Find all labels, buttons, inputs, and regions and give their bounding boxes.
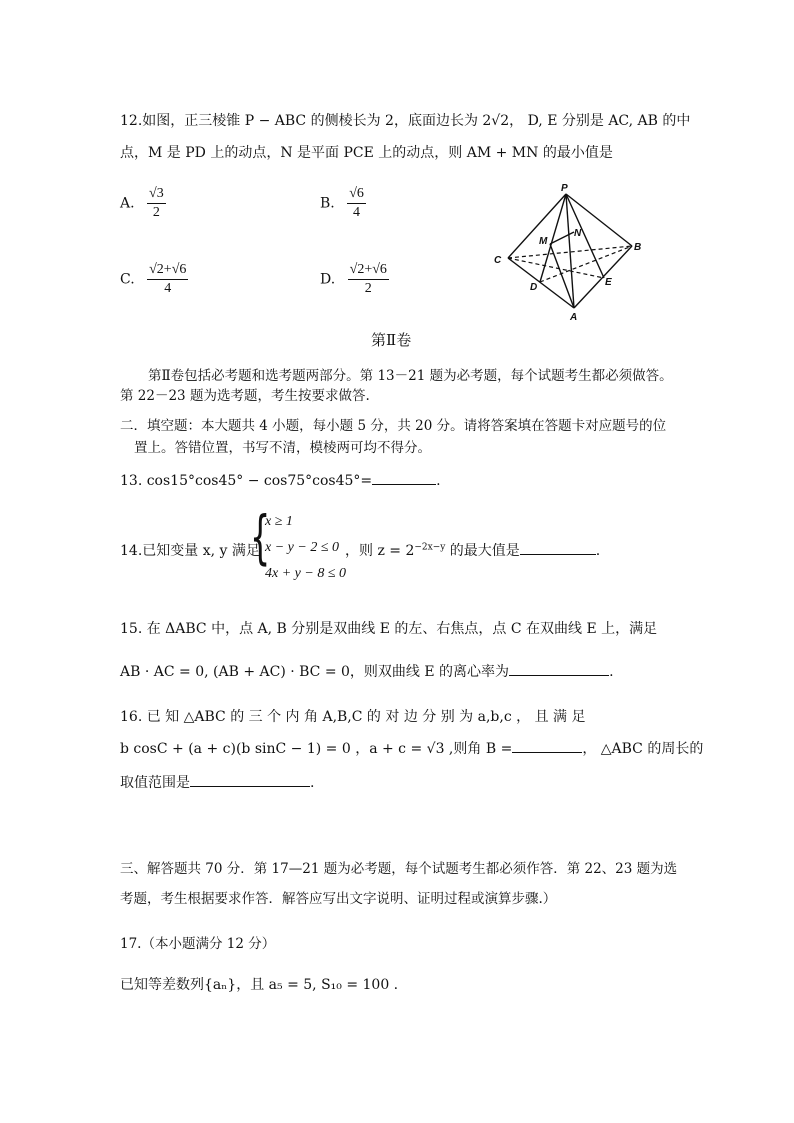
q16-line2-a: b cosC + (a + c)(b sinC − 1) = 0 ，a + c = √3 ,则角 B = (120, 741, 513, 757)
label-n: N (574, 228, 582, 239)
q16-line1: 16. 已 知 △ABC 的 三 个 内 角 A,B,C 的 对 边 分 别 为 a,b,c ， 且 满 足 (120, 709, 586, 725)
edge-pc (508, 194, 566, 258)
q16-line2 (120, 738, 703, 758)
q12-line1: 12.如图，正三棱锥 P − ABC 的侧棱长为 2，底面边长为 2√2， D, E 分别是 AC, AB 的中 (120, 113, 691, 129)
q12-option-a (120, 186, 166, 221)
q14-end: . (595, 543, 601, 559)
option-b-fraction (347, 186, 366, 221)
part2-intro-line1: 第Ⅱ卷包括必考题和选考题两部分。第 13－21 题为必考题，每个试题考生都必须做答。 (148, 368, 673, 384)
label-p: P (561, 183, 568, 194)
q16-answer-blank-b (512, 740, 582, 753)
q13-text: 13. cos15°cos45° − cos75°cos45°= (120, 473, 373, 489)
option-c-numerator: √2+√6 (147, 262, 188, 280)
option-d-fraction (348, 262, 389, 297)
q15-answer-blank (509, 663, 609, 676)
q14-mid: ，则 z = 2 (345, 543, 415, 559)
section3-line2: 考题，考生根据要求作答．解答应写出文字说明、证明过程或演算步骤.） (120, 891, 557, 907)
section2-line1: 二．填空题：本大题共 4 小题，每小题 5 分，共 20 分。请将答案填在答题卡对应题号的位 (120, 418, 667, 434)
q14-condition-2: x − y − 2 ≤ 0 (265, 540, 340, 555)
label-e: E (605, 277, 612, 288)
q13 (120, 472, 441, 489)
q16-line3-text: 取值范围是 (120, 775, 190, 791)
option-a-fraction (147, 186, 166, 221)
part2-title: 第Ⅱ卷 (371, 331, 412, 349)
q14-brace: { (250, 503, 271, 571)
q15-end: . (609, 664, 614, 680)
option-a-label: A. (120, 195, 135, 212)
label-a: A (570, 312, 578, 322)
pyramid-figure (488, 182, 658, 322)
q14-exponent: −2x−y (414, 542, 446, 553)
option-d-denominator: 2 (364, 281, 372, 296)
q12-option-d (320, 262, 389, 297)
section3-line1: 三、解答题共 70 分．第 17—21 题为必考题，每个试题考生都必须作答．第 22、23 题为选 (120, 861, 678, 877)
option-c-denominator: 4 (164, 281, 172, 296)
option-d-numerator: √2+√6 (348, 262, 389, 280)
option-b-label: B. (320, 195, 335, 212)
q13-end: . (436, 473, 441, 489)
q15-line2 (120, 661, 614, 681)
label-d: D (530, 282, 538, 293)
option-b-numerator: √6 (347, 186, 366, 204)
part2-intro-line2: 第 22－23 题为选考题，考生按要求做答. (120, 388, 370, 404)
q17-header: 17.（本小题满分 12 分） (120, 936, 276, 952)
q14-rest (345, 540, 600, 560)
q12-line2: 点，M 是 PD 上的动点，N 是平面 PCE 上的动点，则 AM + MN 的最小值是 (120, 145, 613, 161)
q14-suffix: 的最大值是 (445, 543, 520, 559)
q12-option-b (320, 186, 366, 221)
q16-line2-b: ， △ABC 的周长的 (582, 741, 704, 757)
label-m: M (539, 236, 548, 247)
q15-line2-text: AB · AC = 0, (AB + AC) · BC = 0，则双曲线 E 的离心率为 (120, 664, 510, 680)
q14-condition-3: 4x + y − 8 ≤ 0 (265, 566, 347, 581)
q14-answer-blank (520, 542, 596, 555)
line-db-hidden (540, 246, 632, 282)
section2-line2: 置上。答错位置，书写不清，模棱两可均不得分。 (134, 440, 431, 456)
edge-ab (574, 246, 632, 308)
q16-line3 (120, 772, 314, 792)
q13-answer-blank (372, 472, 436, 485)
option-a-denominator: 2 (152, 205, 160, 220)
label-c: C (494, 255, 502, 266)
option-d-label: D. (320, 271, 336, 288)
q17-text: 已知等差数列{aₙ}，且 a₅ = 5, S₁₀ = 100 . (120, 977, 399, 993)
q12-option-c (120, 262, 188, 297)
option-b-denominator: 4 (353, 205, 361, 220)
option-c-label: C. (120, 271, 135, 288)
q14-prefix: 14.已知变量 x, y 满足 (120, 543, 260, 559)
option-c-fraction (147, 262, 188, 297)
q15-line1: 15. 在 ΔABC 中，点 A, B 分别是双曲线 E 的左、右焦点，点 C 在双曲线 E 上，满足 (120, 621, 658, 637)
q16-end: . (310, 775, 315, 791)
q14-condition-1: x ≥ 1 (265, 514, 293, 529)
label-b: B (634, 242, 642, 253)
option-a-numerator: √3 (147, 186, 166, 204)
q16-answer-blank-range (190, 774, 310, 787)
